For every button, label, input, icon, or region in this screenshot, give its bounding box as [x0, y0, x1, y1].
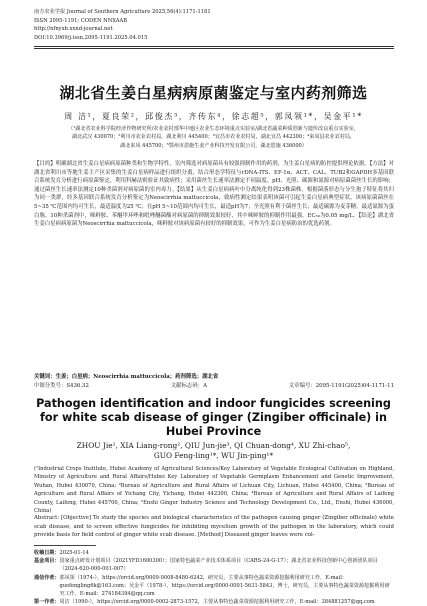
- footnote-received: [34, 549, 394, 557]
- header-rule-top: [34, 46, 394, 47]
- authors-chinese: 周 洁¹，夏良荣²，邱俊杰³，齐传东⁴，徐志超⁵，郭凤领¹*，吴金平¹*: [64, 112, 363, 121]
- authors-line: GUO Feng-ling¹*, WU Jin-ping¹*: [153, 451, 274, 460]
- footnotes: [34, 549, 394, 606]
- affiliation-chinese: [30, 125, 397, 150]
- affiliation-line: （¹湖北省农业科学院经济作物研究所/农业农村部华中地区农业生态环境重点实验室/湖北省蔬菜种质创新与遗传改良重点实验室，: [68, 126, 359, 132]
- affiliation-line: 湖北武汉 430070；²利川市农业农村局，湖北利川 445400；³宜昌市农业农村局，湖北宜昌 442300；⁴来凤县农业农村局，: [71, 134, 356, 141]
- issn-line: ISSN 2095-1191; CODEN NNXAAB: [34, 17, 128, 24]
- footnote-first-author: [34, 598, 394, 606]
- abstract-english: Abstract: [Objective] To study the species and biological characteristics of the pathogen causing ginger (Zingiber officinale) white scab disease, and to screen effective fungicides for inhibiting mycelium growth of the pathogen in the laboratory, which could provide basis for field control of ginger white scab disease. [Method] Diseased ginger leaves were col-: [34, 515, 394, 539]
- footnote-separator: [34, 545, 96, 546]
- header-rule-bottom: [34, 48, 394, 49]
- footnote-label: 通信作者：: [34, 574, 60, 581]
- footnote-value: 国家重点研发计划项目（2021YFD1600300）；国家特色蔬菜产业技术体系项目（CARS-24-G-17）；湖北省农业科技创新中心创新团队项目（2024-620-000-001-007）: [59, 558, 378, 573]
- footnote-value: 2025-01-14: [59, 550, 89, 556]
- footnote-label: 基金项目：: [34, 558, 60, 565]
- doi-line[interactable]: DOI:10.3969/j.issn.2095-1191.2025.04.015: [34, 34, 148, 41]
- classification-info: [34, 382, 394, 391]
- affiliation-english: (¹Industrial Crops Institute, Hubei Academy of Agricultural Sciences/Key Laboratory of Vegetable Ecological Cultivation on Highland, Ministry of Agriculture and Rural Affairs/Hubei Key Laboratory of Vegetable Germplasm Enhancement and Genetic Improvement, Wuhan, Hubei 430070, China; ²Bureau of Agriculture and Rural Affairs of Lichuan City, Lichuan, Hubei 445400, China; ³Bureau of Agriculture and Rural Affairs of Yichang City, Yichang, Hubei 442300, China; ⁴Bureau of Agriculture and Rural Affairs of Laifeng County, Laifeng, Hubei 445700, China; ⁵Enshi Ginger Industry Science and Technology Development Co., Ltd., Enshi, Hubei 436000, China): [34, 466, 394, 515]
- footnote-label: 第一作者：: [34, 599, 60, 606]
- footnote-corresponding: [34, 574, 394, 599]
- authors-english: [30, 441, 397, 461]
- title-english: Pathogen identification and indoor fungicides screening for white scab disease of ginger (Zingiber officinale) in Hubei Province: [36, 397, 391, 438]
- footnote-value: 周洁（1990-），https://orcid.org/0000-0002-2873-1572，主要从事特色蔬菜资源挖掘利用研究工作，E-mail：384881257@qq.com: [59, 599, 375, 606]
- abstract-chinese: 【目的】明确湖北省生姜白星病病原菌种类和生物学特性，室内筛选对病原菌具有较强抑制作用的药剂，为生姜白星病的防控提供理论依据。【方法】对湖北省利川市等地生姜主产区采集的生姜白星病样品进行组织分离，结合形态学特征与rDNA-ITS、EF-1α、ACT、CAL、TUB2和GAPDH多基因联合系统发育分析进行病原菌鉴定，利用科赫法则验证其致病性；采用菌丝生长速率法测定不同温度、pH、光照、碳源和氮源对病原菌菌丝生长的影响；通过菌丝生长速率法测定10种杀菌剂对病原菌的室内毒力。【结果】从生姜白星病病叶中分离纯化得到23株菌株，根据菌落形态与分生孢子特征将其归为同一类群，经多基因联合系统发育分析鉴定为Neoscirrhia mattuccicola，致病性测定结果表明该菌可引起生姜白星病典型症状。该病原菌菌丝在5~35 ℃范围内均可生长，最适温度为25 ℃；在pH 5~10范围内均可生长，最适pH为7；全光照有利于菌丝生长；最适碳源为麦芽糖，最适氮源为蛋白胨。10种杀菌剂中，咪鲜胺、苯醚甲环唑和吡唑醚菌酯对病原菌的抑制效果较好，其中咪鲜胺的抑制作用最强，EC₅₀为0.05 mg/L。【结论】湖北省生姜白星病病原菌为Neoscirrhia mattuccicola，咪鲜胺对该病原菌有较好的抑制效果，可作为生姜白星病防治的优选药剂。: [34, 161, 394, 228]
- authors-line: ZHOU Jie¹, XIA Liang-rong², QIU Jun-jie³, QI Chuan-dong⁴, XU Zhi-chao⁵,: [76, 441, 351, 450]
- journal-header: [34, 8, 394, 42]
- footnote-value: 郭凤领（1974-），https://orcid.org/0009-0008-8480-6242，研究员，主要从事特色蔬菜资源挖掘利用研究工作，E-mail：guofengling6k@163.com；吴金平（1978-），https://orcid.org/0000-0001-5631-5843，博士，研究员，主要从事特色蔬菜资源挖掘利用研究工作，E-mail：274184394@qq.com: [59, 574, 390, 598]
- document-code: 文献标志码：A: [170, 383, 207, 389]
- footnote-label: 收稿日期：: [34, 550, 60, 556]
- journal-citation: 南方农业学报 Journal of Southern Agriculture 2025,56(4):1171-1181: [34, 9, 211, 15]
- clc-number: 中图分类号：S436.32: [34, 383, 89, 389]
- keywords-chinese: 关键词：生姜；白星病；Neoscirrhia mattuccicola；药剂筛选；湖北省: [34, 374, 219, 380]
- footnote-funding: [34, 557, 394, 573]
- article-number: 文章编号：2095-1191(2025)04-1171-11: [288, 383, 394, 389]
- affiliation-line: 湖北来凤 445700；⁵鄂州市恩施生姜产业科技开发有限公司，湖北恩施 436000）: [120, 142, 307, 149]
- title-chinese: 湖北省生姜白星病病原菌鉴定与室内药剂筛选: [59, 84, 368, 102]
- journal-url[interactable]: http://nfnyxb.xxnd-journal.net: [34, 26, 113, 33]
